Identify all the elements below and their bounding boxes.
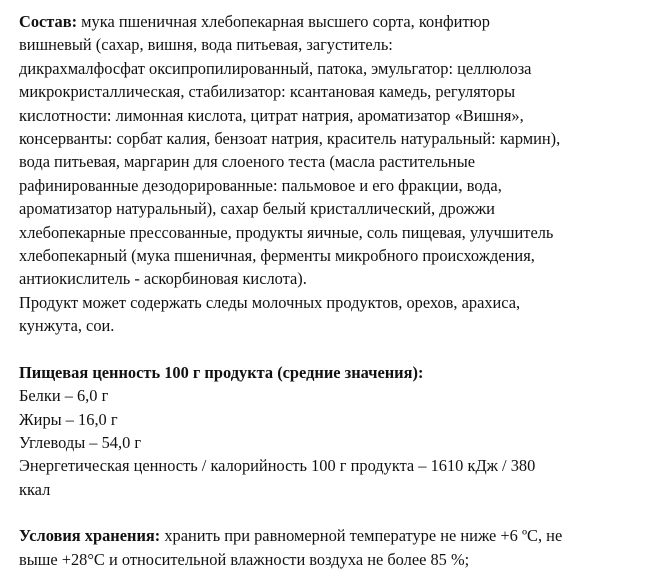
nutrition-energy-line: Энергетическая ценность / калорийность 100 г продукта – 1610 кДж / 380	[19, 456, 536, 476]
composition-line: рафинированные дезодорированные: пальмовое и его фракции, вода,	[19, 175, 502, 195]
nutrition-heading: Пищевая ценность 100 г продукта (средние значения):	[19, 362, 424, 382]
composition-line	[19, 10, 647, 33]
composition-line: микрокристаллическая, стабилизатор: ксантановая камедь, регуляторы	[19, 82, 516, 102]
nutrition-energy-line: ккал	[19, 479, 51, 499]
storage-text: хранить при равномерной температуре не ниже +6 ºС, не	[160, 526, 563, 546]
nutrition-item-protein: Белки – 6,0 г	[19, 386, 109, 406]
section-spacer	[19, 501, 647, 524]
composition-line: вода питьевая, маргарин для слоеного теста (масла растительные	[19, 152, 475, 172]
storage-section	[19, 524, 647, 571]
storage-line: выше +28°С и относительной влажности воздуха не более 85 %;	[19, 549, 470, 569]
storage-label: Условия хранения:	[19, 526, 161, 546]
composition-section	[19, 10, 647, 338]
composition-line: ароматизатор натуральный), сахар белый кристаллический, дрожжи	[19, 199, 495, 219]
nutrition-item-carbohydrates: Углеводы – 54,0 г	[19, 432, 142, 452]
composition-line: кислотности: лимонная кислота, цитрат натрия, ароматизатор «Вишня»,	[19, 105, 524, 125]
composition-text: мука пшеничная хлебопекарная высшего сорта, конфитюр	[77, 12, 490, 31]
composition-label: Состав:	[19, 12, 78, 31]
nutrition-item-fat: Жиры – 16,0 г	[19, 409, 118, 429]
composition-line: хлебопекарные прессованные, продукты яичные, соль пищевая, улучшитель	[19, 222, 554, 242]
composition-line: хлебопекарный (мука пшеничная, ферменты микробного происхождения,	[19, 246, 535, 266]
section-spacer	[19, 338, 647, 361]
storage-line	[19, 524, 647, 547]
composition-line: консерванты: сорбат калия, бензоат натрия, краситель натуральный: кармин),	[19, 129, 561, 149]
allergen-warning-line: кунжута, сои.	[19, 316, 115, 336]
composition-line: дикрахмалфосфат оксипропилированный, патока, эмульгатор: целлюлоза	[19, 58, 532, 78]
product-label-document	[19, 10, 647, 571]
composition-line: антиокислитель - аскорбиновая кислота).	[19, 269, 307, 289]
composition-line: вишневый (сахар, вишня, вода питьевая, загуститель:	[19, 35, 393, 55]
allergen-warning-line: Продукт может содержать следы молочных продуктов, орехов, арахиса,	[19, 292, 521, 312]
nutrition-section	[19, 361, 647, 501]
